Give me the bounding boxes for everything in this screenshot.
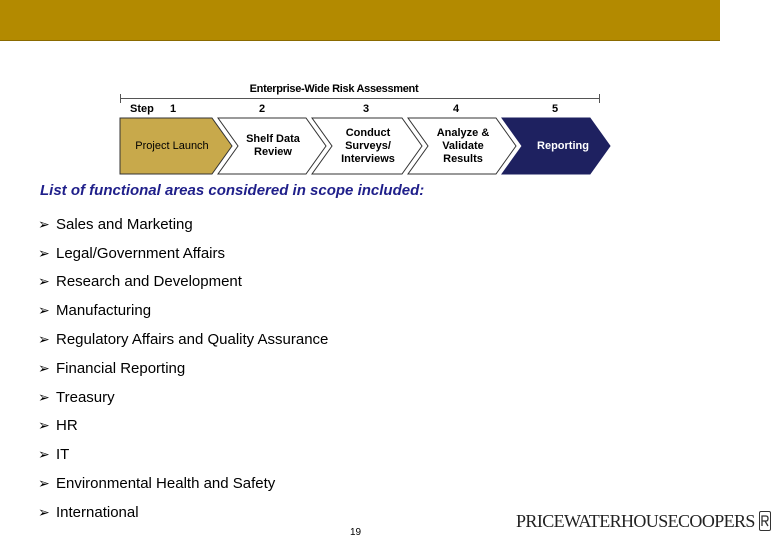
step-number-4: 4 <box>452 103 460 115</box>
step-label-conduct-surveys: Conduct Surveys/ Interviews <box>341 126 395 165</box>
logo-seal-icon <box>759 511 771 531</box>
step-number-2: 2 <box>258 103 266 115</box>
list-item-text: Environmental Health and Safety <box>56 475 276 493</box>
step-number-3: 3 <box>362 103 370 115</box>
list-item-text: IT <box>56 446 70 464</box>
list-item <box>38 383 328 412</box>
logo-wordmark: PRICEWATERHOUSECOOPERS <box>516 511 755 531</box>
step-number-5: 5 <box>551 103 559 115</box>
arrow-bullet-icon: ➢ <box>38 446 50 463</box>
arrow-bullet-icon: ➢ <box>38 244 50 261</box>
arrow-bullet-icon: ➢ <box>38 331 50 348</box>
step-label: Step <box>130 103 154 115</box>
list-item-text: Regulatory Affairs and Quality Assurance <box>56 331 329 349</box>
list-item <box>38 498 328 527</box>
pwc-logo <box>516 508 755 534</box>
list-item-text: Research and Development <box>56 273 242 291</box>
arrow-bullet-icon: ➢ <box>38 388 50 405</box>
list-item <box>38 268 328 297</box>
list-item-text: International <box>56 503 139 521</box>
arrow-bullet-icon: ➢ <box>38 503 50 520</box>
list-item <box>38 325 328 354</box>
list-item <box>38 354 328 383</box>
list-heading: List of functional areas considered in scope included: <box>40 182 425 199</box>
list-item-text: Manufacturing <box>56 302 152 320</box>
list-item <box>38 469 328 498</box>
functional-area-list <box>38 210 328 527</box>
list-item <box>38 239 328 268</box>
process-title: Enterprise-Wide Risk Assessment <box>249 83 419 95</box>
arrow-bullet-icon: ➢ <box>38 417 50 434</box>
list-item-text: Legal/Government Affairs <box>56 244 225 262</box>
arrow-bullet-icon: ➢ <box>38 475 50 492</box>
step-label-reporting: Reporting <box>537 139 589 152</box>
list-item <box>38 296 328 325</box>
arrow-bullet-icon: ➢ <box>38 302 50 319</box>
step-label-shelf-data-review: Shelf Data Review <box>246 133 300 158</box>
list-item-text: Financial Reporting <box>56 359 186 377</box>
step-label-project-launch: Project Launch <box>135 139 209 152</box>
step-number-1: 1 <box>169 103 177 115</box>
list-item <box>38 210 328 239</box>
arrow-bullet-icon: ➢ <box>38 359 50 376</box>
list-item-text: Treasury <box>56 388 115 406</box>
step-label-analyze-validate: Analyze & Validate Results <box>436 126 490 165</box>
list-item-text: Sales and Marketing <box>56 215 193 233</box>
list-item <box>38 440 328 469</box>
arrow-bullet-icon: ➢ <box>38 273 50 290</box>
page-number: 19 <box>350 527 362 538</box>
list-item-text: HR <box>56 417 78 435</box>
arrow-bullet-icon: ➢ <box>38 215 50 232</box>
list-item <box>38 412 328 441</box>
